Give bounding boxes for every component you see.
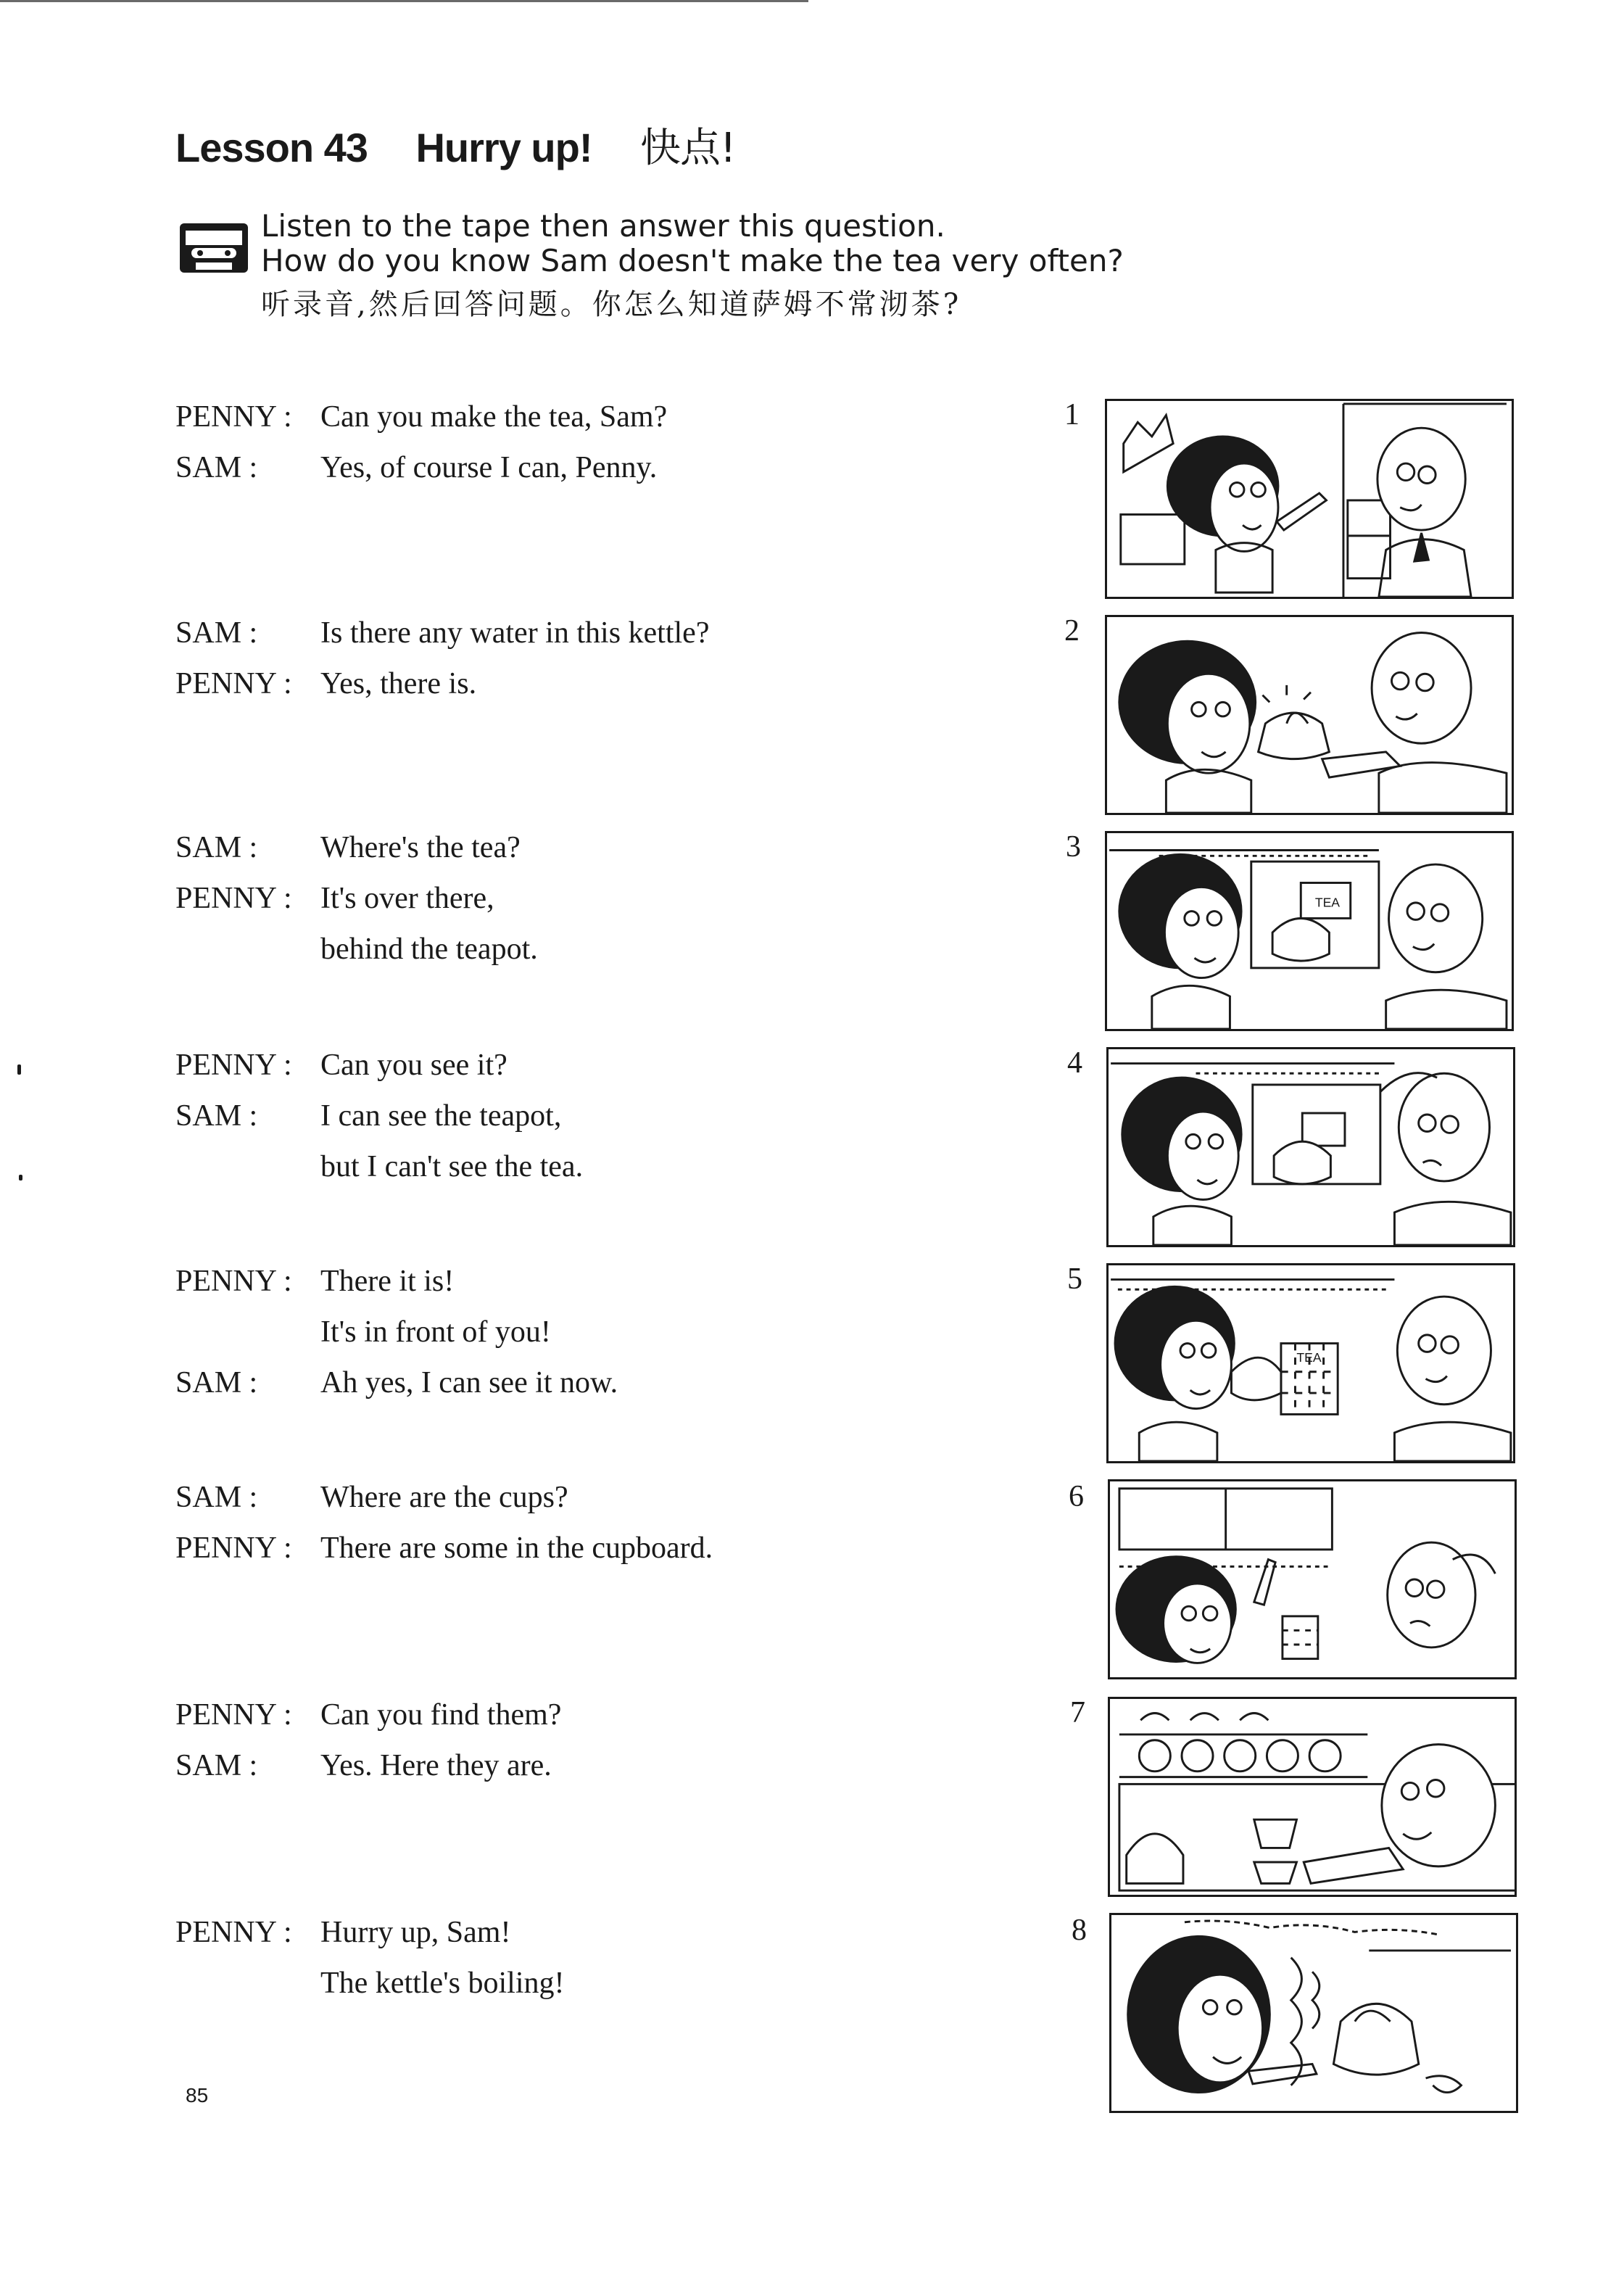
scan-mark xyxy=(19,1175,22,1181)
frame-number: 7 xyxy=(1070,1696,1085,1729)
dialogue-line xyxy=(175,1256,1045,1307)
question-text: How do you know Sam doesn't make the tea very often? xyxy=(261,243,1124,278)
line-text: Ah yes, I can see it now. xyxy=(320,1366,618,1399)
line-text: Can you find them? xyxy=(320,1698,562,1732)
frame-number: 4 xyxy=(1067,1046,1082,1080)
speaker: SAM : xyxy=(175,1366,258,1399)
line-text: Yes, of course I can, Penny. xyxy=(320,451,658,484)
top-rule xyxy=(0,0,808,2)
question-chinese: 听录音,然后回答问题。你怎么知道萨姆不常沏茶? xyxy=(261,288,962,321)
line-text: behind the teapot. xyxy=(320,933,538,966)
line-text: The kettle's boiling! xyxy=(320,1967,565,2000)
line-text: There are some in the cupboard. xyxy=(320,1531,713,1565)
dialogue-block-4 xyxy=(175,1040,1045,1192)
line-text: Is there any water in this kettle? xyxy=(320,616,710,650)
frame-number: 3 xyxy=(1066,830,1081,864)
speaker: SAM : xyxy=(175,831,258,864)
speaker: SAM : xyxy=(175,1749,258,1782)
dialogue-block-3 xyxy=(175,822,1045,975)
comic-panel-5 xyxy=(1106,1263,1515,1463)
line-text: Where are the cups? xyxy=(320,1481,568,1514)
dialogue-line xyxy=(175,1307,1045,1357)
frame-number: 2 xyxy=(1064,614,1080,648)
speaker: PENNY : xyxy=(175,1698,292,1732)
comic-panel-7 xyxy=(1108,1697,1517,1897)
dialogue-line xyxy=(175,1141,1045,1192)
dialogue-block-2 xyxy=(175,608,1045,709)
listening-question xyxy=(261,209,1124,322)
frame-number: 5 xyxy=(1067,1262,1082,1296)
lesson-name-chinese: 快点! xyxy=(640,125,736,172)
line-text: but I can't see the tea. xyxy=(320,1150,584,1183)
page-number: 85 xyxy=(186,2084,209,2106)
line-text: Can you make the tea, Sam? xyxy=(320,400,668,434)
dialogue-block-1 xyxy=(175,392,1045,493)
comic-panel-6 xyxy=(1108,1479,1517,1679)
line-text: Hurry up, Sam! xyxy=(320,1916,511,1949)
line-text: There it is! xyxy=(320,1265,455,1298)
dialogue-block-5 xyxy=(175,1256,1045,1408)
frame-number: 8 xyxy=(1072,1914,1087,1947)
line-text: It's in front of you! xyxy=(320,1315,551,1349)
line-text: It's over there, xyxy=(320,882,494,915)
dialogue-line xyxy=(175,392,1045,442)
dialogue-line xyxy=(175,1040,1045,1091)
speaker: PENNY : xyxy=(175,1531,292,1565)
speaker: PENNY : xyxy=(175,400,292,434)
speaker: SAM : xyxy=(175,451,258,484)
dialogue-line xyxy=(175,924,1045,975)
question-instruction: Listen to the tape then answer this question. xyxy=(261,208,945,244)
line-text: Yes, there is. xyxy=(320,667,477,700)
dialogue-block-7 xyxy=(175,1690,1045,1791)
speaker: SAM : xyxy=(175,1481,258,1514)
line-text: I can see the teapot, xyxy=(320,1099,562,1133)
line-text: Yes. Here they are. xyxy=(320,1749,552,1782)
lesson-number: Lesson 43 xyxy=(175,125,368,170)
speaker: PENNY : xyxy=(175,1265,292,1298)
speaker: PENNY : xyxy=(175,1916,292,1949)
dialogue-line xyxy=(175,1472,1045,1523)
dialogue-line xyxy=(175,1091,1045,1141)
speaker: PENNY : xyxy=(175,667,292,700)
frame-number: 6 xyxy=(1069,1480,1084,1513)
comic-panel-2 xyxy=(1105,615,1514,815)
dialogue-line xyxy=(175,658,1045,709)
dialogue-line xyxy=(175,1958,1045,2009)
speaker: PENNY : xyxy=(175,882,292,915)
dialogue-block-8 xyxy=(175,1907,1045,2009)
line-text: Can you see it? xyxy=(320,1049,508,1082)
dialogue-line xyxy=(175,442,1045,493)
line-text: Where's the tea? xyxy=(320,831,521,864)
dialogue-line xyxy=(175,1690,1045,1740)
lesson-title xyxy=(175,116,735,174)
comic-panel-4 xyxy=(1106,1047,1515,1247)
comic-panel-1 xyxy=(1105,399,1514,599)
dialogue-line xyxy=(175,1357,1045,1408)
tea-tin-label: TEA xyxy=(1296,1350,1322,1365)
dialogue-line xyxy=(175,822,1045,873)
dialogue-line xyxy=(175,1907,1045,1958)
comic-panel-3 xyxy=(1105,831,1514,1031)
dialogue-line xyxy=(175,1740,1045,1791)
dialogue-line xyxy=(175,873,1045,924)
cassette-tape-icon xyxy=(178,222,249,274)
tea-tin-label: TEA xyxy=(1314,895,1341,910)
frame-number: 1 xyxy=(1064,398,1080,431)
dialogue-block-6 xyxy=(175,1472,1045,1574)
speaker: SAM : xyxy=(175,1099,258,1133)
comic-panel-8 xyxy=(1109,1913,1518,2113)
dialogue-line xyxy=(175,1523,1045,1574)
scan-mark xyxy=(17,1064,21,1075)
lesson-name: Hurry up! xyxy=(415,125,592,170)
speaker: SAM : xyxy=(175,616,258,650)
speaker: PENNY : xyxy=(175,1049,292,1082)
dialogue-line xyxy=(175,608,1045,658)
